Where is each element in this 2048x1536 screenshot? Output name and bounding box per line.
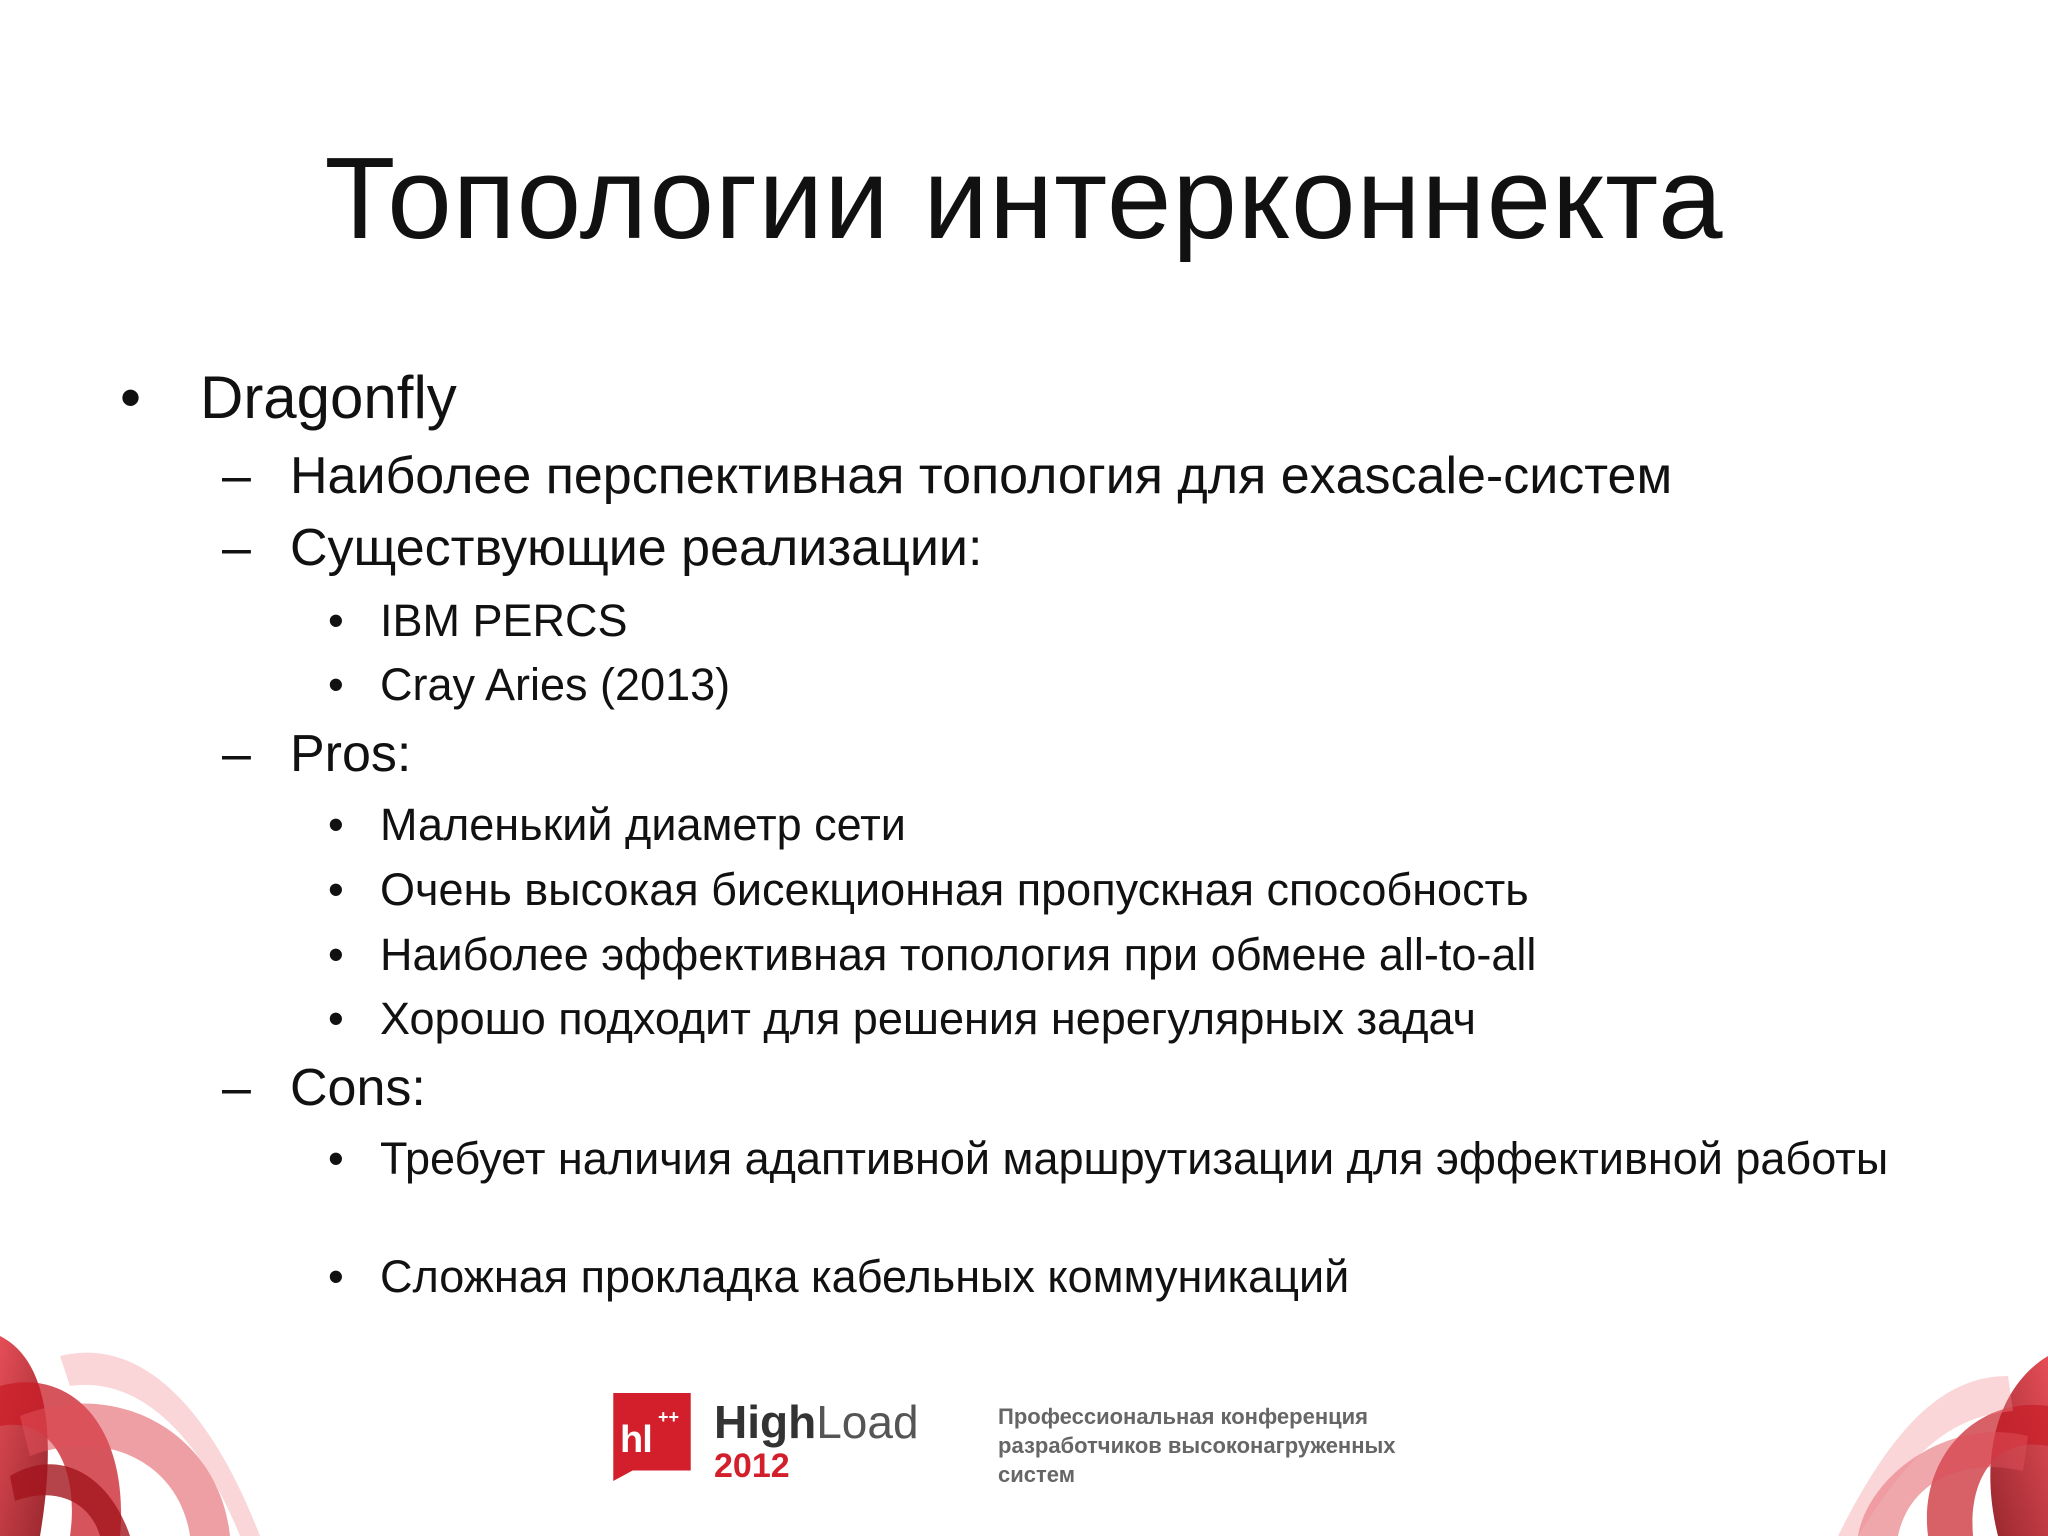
bullet-text: Dragonfly	[200, 364, 457, 431]
slide-title: Топологии интерконнекта	[324, 133, 1724, 263]
bullet-text: Наиболее перспективная топология для exascale-систем	[290, 447, 1673, 505]
bullet-text: Cons:	[290, 1059, 426, 1117]
bullet-text: Наиболее эффективная топология при обмене all-to-all	[380, 929, 1537, 980]
tagline-line: Профессиональная конференция	[998, 1404, 1369, 1429]
bullet-text: Существующие реализации:	[290, 519, 983, 577]
bullet-text: IBM PERCS	[380, 595, 628, 646]
tagline-line: систем	[998, 1462, 1075, 1487]
red-smoke-decoration-right	[1808, 1336, 2048, 1536]
logo-year: 2012	[714, 1447, 790, 1485]
bullet-marker: •	[328, 993, 344, 1044]
logo-mark-text: hl	[620, 1419, 652, 1461]
bullet-text: Cray Aries (2013)	[380, 659, 731, 710]
dash-marker: –	[222, 447, 251, 505]
bullet-text: Хорошо подходит для решения нерегулярных задач	[380, 993, 1476, 1044]
bullet-marker: •	[120, 364, 142, 431]
bullet-text: Очень высокая бисекционная пропускная способность	[380, 864, 1529, 915]
logo-name-regular: Load	[816, 1396, 919, 1448]
bullet-text: Маленький диаметр сети	[380, 799, 906, 850]
dash-marker: –	[222, 519, 251, 577]
tagline-line: разработчиков высоконагруженных	[998, 1433, 1396, 1458]
bullet-marker: •	[328, 799, 344, 850]
dash-marker: –	[222, 1059, 251, 1117]
dash-marker: –	[222, 725, 251, 783]
bullet-text: Pros:	[290, 725, 412, 783]
bullet-marker: •	[328, 929, 344, 980]
bullet-marker: •	[328, 1251, 344, 1302]
logo-name-bold: High	[714, 1396, 817, 1448]
conference-tagline	[998, 1402, 1396, 1489]
bullet-text: Требует наличия адаптивной маршрутизации для эффективной работы	[380, 1133, 1889, 1184]
bullet-marker: •	[328, 1133, 344, 1184]
logo-mark-superscript: ++	[658, 1407, 680, 1427]
bullet-marker: •	[328, 659, 344, 710]
bullet-marker: •	[328, 595, 344, 646]
bullet-text: Сложная прокладка кабельных коммуникаций	[380, 1251, 1350, 1302]
logo-name	[714, 1395, 919, 1449]
bullet-marker: •	[328, 864, 344, 915]
red-smoke-decoration-left	[0, 1296, 300, 1536]
